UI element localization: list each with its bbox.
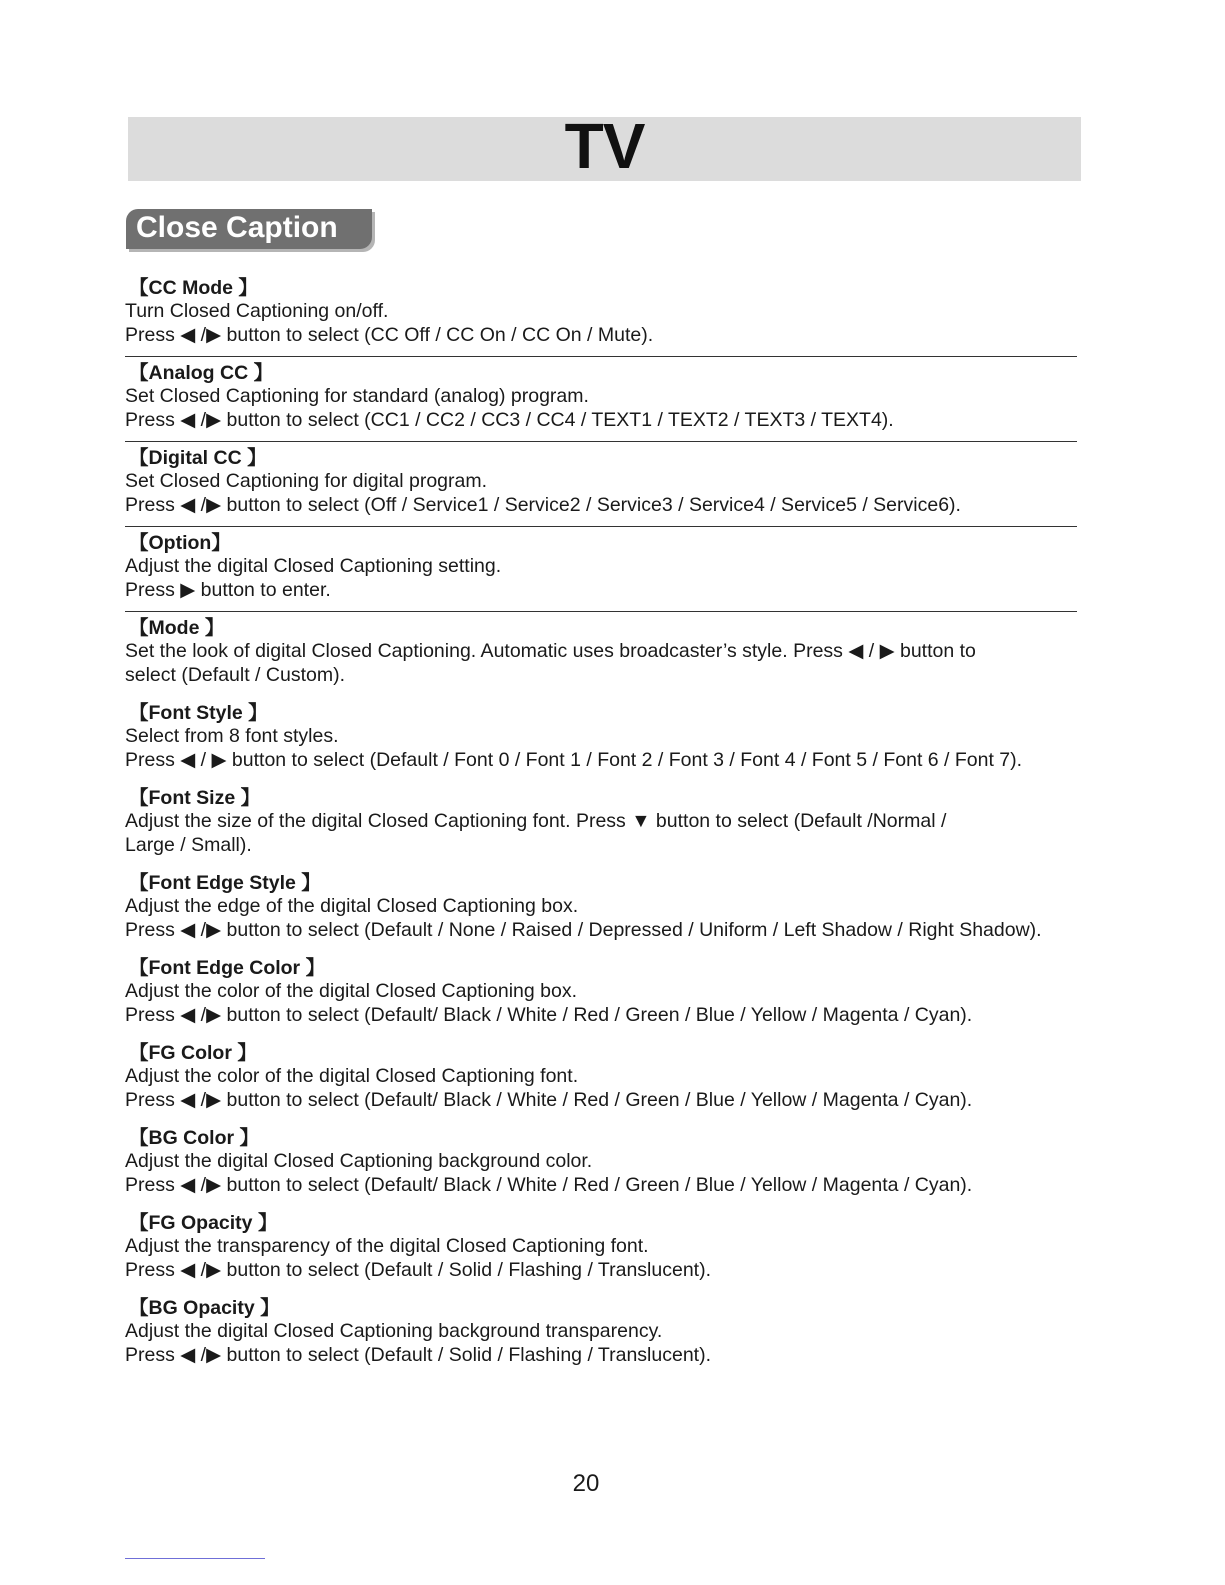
item-instruction: Press ◀ / ▶ button to select (Default / Font 0 / Font 1 / Font 2 / Font 3 / Font 4 / Font 5 / Font 6 / Font 7). [125, 748, 1023, 771]
item-instruction: Press ◀ /▶ button to select (Default/ Black / White / Red / Green / Blue / Yellow / Magenta / Cyan). [125, 1003, 973, 1026]
divider [125, 526, 1077, 527]
item-description: Adjust the size of the digital Closed Captioning font. Press ▼ button to select (Default /Normal / [125, 810, 947, 832]
divider [125, 356, 1077, 357]
item-font-style [125, 701, 1115, 772]
item-bg-color [125, 1126, 1115, 1197]
header-band [128, 110, 1081, 182]
item-font-size [125, 786, 1115, 857]
divider [125, 611, 1077, 612]
item-title: 【Mode 】 [129, 617, 225, 639]
item-title: 【Font Edge Color 】 [129, 957, 326, 979]
item-option [125, 531, 1115, 602]
item-font-edge-color [125, 956, 1115, 1027]
item-description-cont: Large / Small). [125, 833, 252, 856]
page-title: TV [564, 110, 645, 182]
item-description: Adjust the color of the digital Closed Captioning font. [125, 1065, 579, 1087]
page-number: 20 [572, 1470, 600, 1497]
item-title: 【Font Edge Style 】 [129, 872, 321, 894]
footer-rule [125, 1558, 265, 1559]
item-instruction: Press ◀ /▶ button to select (Default / None / Raised / Depressed / Uniform / Left Shadow / Right Shadow). [125, 918, 1042, 941]
item-description: Adjust the digital Closed Captioning background transparency. [125, 1320, 663, 1342]
spacer [125, 1027, 1115, 1041]
item-title: 【BG Color 】 [129, 1127, 259, 1149]
item-title: 【Font Style 】 [129, 702, 268, 724]
item-fg-color [125, 1041, 1115, 1112]
item-title: 【Option】 [129, 532, 231, 554]
content [125, 276, 1115, 1367]
item-description: Select from 8 font styles. [125, 725, 339, 747]
item-bg-opacity [125, 1296, 1115, 1367]
spacer [125, 687, 1115, 701]
item-digital-cc [125, 446, 1115, 517]
item-description: Adjust the color of the digital Closed Captioning box. [125, 980, 578, 1002]
item-title: 【BG Opacity 】 [129, 1297, 280, 1319]
item-instruction: Press ◀ /▶ button to select (CC1 / CC2 / CC3 / CC4 / TEXT1 / TEXT2 / TEXT3 / TEXT4). [125, 408, 894, 431]
item-analog-cc [125, 361, 1115, 432]
item-title: 【Analog CC 】 [129, 362, 274, 384]
section-tab [126, 209, 372, 249]
item-description: Adjust the digital Closed Captioning background color. [125, 1150, 593, 1172]
spacer [125, 1282, 1115, 1296]
item-cc-mode [125, 276, 1115, 347]
item-title: 【FG Opacity 】 [129, 1212, 278, 1234]
item-description: Adjust the transparency of the digital Closed Captioning font. [125, 1235, 649, 1257]
divider [125, 441, 1077, 442]
item-instruction: Press ◀ /▶ button to select (Default / Solid / Flashing / Translucent). [125, 1258, 711, 1281]
section-title: Close Caption [136, 211, 338, 244]
item-fg-opacity [125, 1211, 1115, 1282]
item-description-cont: select (Default / Custom). [125, 663, 345, 686]
item-mode [125, 616, 1115, 687]
spacer [125, 942, 1115, 956]
item-instruction: Press ◀ /▶ button to select (Default/ Black / White / Red / Green / Blue / Yellow / Magenta / Cyan). [125, 1088, 973, 1111]
item-instruction: Press ◀ /▶ button to select (Default / Solid / Flashing / Translucent). [125, 1343, 711, 1366]
spacer [125, 772, 1115, 786]
spacer [125, 1197, 1115, 1211]
item-description: Set Closed Captioning for digital program. [125, 470, 488, 492]
item-instruction: Press ◀ /▶ button to select (CC Off / CC On / CC On / Mute). [125, 323, 654, 346]
item-description: Adjust the digital Closed Captioning setting. [125, 555, 502, 577]
item-description: Turn Closed Captioning on/off. [125, 300, 389, 322]
item-description: Set the look of digital Closed Captioning. Automatic uses broadcaster’s style. Press ◀ / ▶ button to [125, 640, 976, 662]
spacer [125, 1112, 1115, 1126]
item-description: Adjust the edge of the digital Closed Captioning box. [125, 895, 579, 917]
item-instruction: Press ▶ button to enter. [125, 578, 331, 601]
item-title: 【Font Size 】 [129, 787, 261, 809]
item-font-edge-style [125, 871, 1115, 942]
item-instruction: Press ◀ /▶ button to select (Default/ Black / White / Red / Green / Blue / Yellow / Magenta / Cyan). [125, 1173, 973, 1196]
item-instruction: Press ◀ /▶ button to select (Off / Service1 / Service2 / Service3 / Service4 / Service5 / Service6). [125, 493, 961, 516]
item-description: Set Closed Captioning for standard (analog) program. [125, 385, 589, 407]
item-title: 【Digital CC 】 [129, 447, 267, 469]
item-title: 【CC Mode 】 [129, 277, 258, 299]
spacer [125, 857, 1115, 871]
item-title: 【FG Color 】 [129, 1042, 257, 1064]
